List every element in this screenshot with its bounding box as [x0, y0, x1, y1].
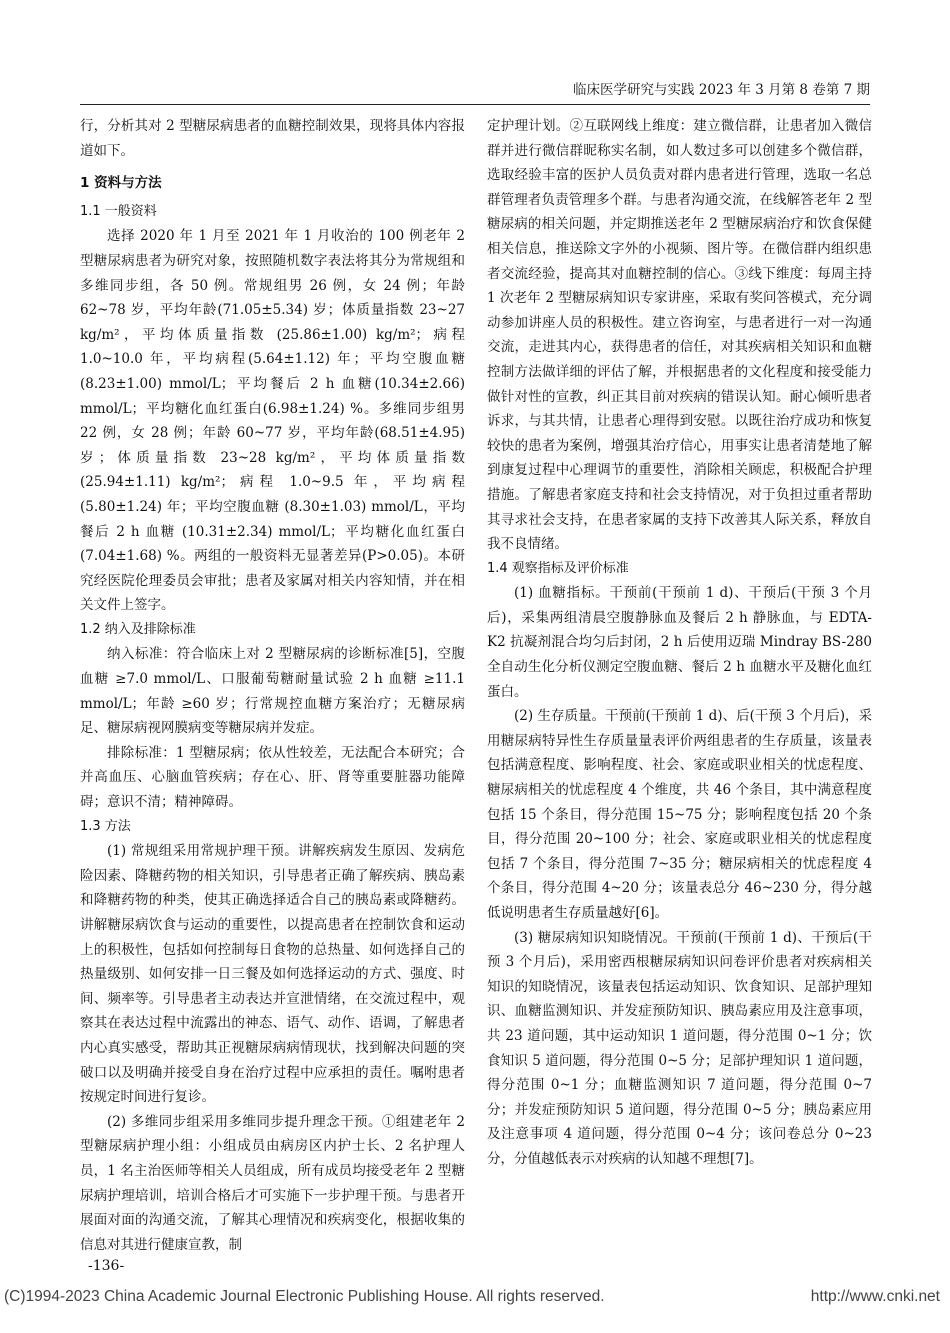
- section-heading: 1 资料与方法: [80, 175, 162, 192]
- copyright-text: (C)1994-2023 China Academic Journal Electronic Publishing House. All rights reserved.: [4, 1288, 605, 1305]
- page-number: -136-: [88, 1258, 125, 1274]
- paragraph: (1) 血糖指标。干预前(干预前 1 d)、干预后(干预 3 个月后)，采集两组清晨空腹静脉血及餐后 2 h 静脉血，与 EDTA-K2 抗凝剂混合均匀后封闭，2 h 后使用迈瑞 Mindray BS-280 全自动生化分析仪测定空腹血糖、餐后 2 h 血糖水平及糖化血红蛋白。: [487, 585, 872, 700]
- paragraph: (1) 常规组采用常规护理干预。讲解疾病发生原因、发病危险因素、降糖药物的相关知识，引导患者正确了解疾病、胰岛素和降糖药物的种类，使其正确选择适合自己的胰岛素或降糖药。讲解糖尿病饮食与运动的重要性，以提高患者在控制饮食和运动上的积极性，包括如何控制每日食物的总热量、如何选择自己的热量级别、如何安排一日三餐及如何选择运动的方式、强度、时间、频率等。引导患者主动表达并宣泄情绪，在交流过程中，观察其在表达过程中流露出的神态、语气、动作、语调，了解患者内心真实感受，帮助其正视糖尿病病情现状，找到解决问题的突破口以及明确并接受自身在治疗过程中应承担的责任。嘱咐患者按规定时间进行复诊。: [80, 843, 465, 1106]
- copyright-footer: [4, 1288, 946, 1306]
- paragraph: 选择 2020 年 1 月至 2021 年 1 月收治的 100 例老年 2 型糖尿病患者为研究对象，按照随机数字表法将其分为常规组和多维同步组，各 50 例。常规组男 26 例，女 24 例；年龄 62~78 岁，平均年龄(71.05±5.34) 岁；体质量指数 23~27 kg/m²，平均体质量指数 (25.86±1.00) kg/m²；病程 1.0~10.0 年，平均病程(5.64±1.12) 年；平均空腹血糖 (8.23±1.00) mmol/L；平均餐后 2 h 血糖(10.34±2.66) mmol/L；平均糖化血红蛋白(6.98±1.24) %。多维同步组男 22 例，女 28 例；年龄 60~77 岁，平均年龄(68.51±4.95) 岁；体质量指数 23~28 kg/m²，平均体质量指数 (25.94±1.11) kg/m²；病程 1.0~9.5 年，平均病程 (5.80±1.24) 年；平均空腹血糖 (8.30±1.03) mmol/L，平均餐后 2 h 血糖 (10.31±2.34) mmol/L；平均糖化血红蛋白(7.04±1.68) %。两组的一般资料无显著差异(P>0.05)。本研究经医院伦理委员会审批；患者及家属对相关内容知情，并在相关文件上签字。: [80, 228, 465, 614]
- left-column: [80, 114, 465, 1257]
- subsection-heading: 1.1 一般资料: [80, 203, 157, 219]
- right-column: [487, 114, 872, 1172]
- running-header: [80, 80, 870, 105]
- paragraph: (2) 多维同步组采用多维同步提升理念干预。①组建老年 2 型糖尿病护理小组：小组成员由病房区内护士长、2 名护理人员，1 名主治医师等相关人员组成，所有成员均接受老年 2 型糖尿病护理培训，培训合格后才可实施下一步护理干预。与患者开展面对面的沟通交流，了解其心理情况和疾病变化，根据收集的信息对其进行健康宣教，制: [80, 1113, 465, 1253]
- paragraph: (2) 生存质量。干预前(干预前 1 d)、后(干预 3 个月后)，采用糖尿病特异性生存质量量表评价两组患者的生存质量，该量表包括满意程度、影响程度、社会、家庭或职业相关的忧虑程度、糖尿病相关的忧虑程度 4 个维度，共 46 个条目，其中满意程度包括 15 个条目，得分范围 15~75 分；影响程度包括 20 个条目，得分范围 20~100 分；社会、家庭或职业相关的忧虑程度包括 7 个条目，得分范围 7~35 分；糖尿病相关的忧虑程度 4 个条目，得分范围 4~20 分；该量表总分 46~230 分，得分越低说明患者生存质量越好[6]。: [487, 708, 872, 921]
- subsection-heading: 1.4 观察指标及评价标准: [487, 560, 629, 576]
- paragraph: 排除标准：1 型糖尿病；依从性较差，无法配合本研究；合并高血压、心脑血管疾病；存在心、肝、肾等重要脏器功能障碍；意识不清；精神障碍。: [80, 744, 465, 811]
- subsection-heading: 1.3 方法: [80, 818, 131, 834]
- intro-paragraph: 行，分析其对 2 型糖尿病患者的血糖控制效果，现将具体内容报道如下。: [80, 118, 465, 159]
- journal-title: 临床医学研究与实践 2023 年 3 月第 8 卷第 7 期: [573, 82, 870, 98]
- paragraph: 纳入标准：符合临床上对 2 型糖尿病的诊断标准[5]，空腹血糖 ≥7.0 mmol/L、口服葡萄糖耐量试验 2 h 血糖 ≥11.1 mmol/L；年龄 ≥60 岁；行常规控血糖方案治疗；无糖尿病足、糖尿病视网膜病变等糖尿病并发症。: [80, 646, 465, 737]
- paragraph: 定护理计划。②互联网线上维度：建立微信群，让患者加入微信群并进行微信群昵称实名制，如人数过多可以创建多个微信群，选取经验丰富的医护人员负责对群内患者进行管理，选取一名总群管理者负责管理多个群。与患者沟通交流，在线解答老年 2 型糖尿病的相关问题，并定期推送老年 2 型糖尿病治疗和饮食保健相关信息，推送除文字外的小视频、图片等。在微信群内组织患者交流经验，提高其对血糖控制的信心。③线下维度：每周主持 1 次老年 2 型糖尿病知识专家讲座，采取有奖问答模式，充分调动参加讲座人员的积极性。建立咨询室，与患者进行一对一沟通交流，走进其内心，获得患者的信任，对其疾病相关知识和血糖控制方法做详细的评估了解，并根据患者的文化程度和接受能力做针对性的宣教，纠正其目前对疾病的错误认知。耐心倾听患者诉求，与其共情，让患者心理得到安慰。以既往治疗成功和恢复较快的患者为案例，增强其治疗信心，用事实让患者清楚地了解到康复过程中心理调节的重要性，消除相关顾虑，积极配合护理措施。了解患者家庭支持和社会支持情况，对于负担过重者帮助其寻求社会支持，在患者家属的支持下改善其人际关系，释放自我不良情绪。: [487, 118, 872, 553]
- subsection-heading: 1.2 纳入及排除标准: [80, 621, 196, 637]
- paragraph: (3) 糖尿病知识知晓情况。干预前(干预前 1 d)、干预后(干预 3 个月后)，采用密西根糖尿病知识问卷评价患者对疾病相关知识的知晓情况，该量表包括运动知识、饮食知识、足部护理知识、血糖监测知识、并发症预防知识、胰岛素应用及注意事项，共 23 道问题，其中运动知识 1 道问题，得分范围 0~1 分；饮食知识 5 道问题，得分范围 0~5 分；足部护理知识 1 道问题，得分范围 0~1 分；血糖监测知识 7 道问题，得分范围 0~7 分；并发症预防知识 5 道问题，得分范围 0~5 分；胰岛素应用及注意事项 4 道问题，得分范围 0~4 分；该问卷总分 0~23 分，分值越低表示对疾病的认知越不理想[7]。: [487, 929, 872, 1167]
- site-link[interactable]: http://www.cnki.net: [810, 1288, 940, 1305]
